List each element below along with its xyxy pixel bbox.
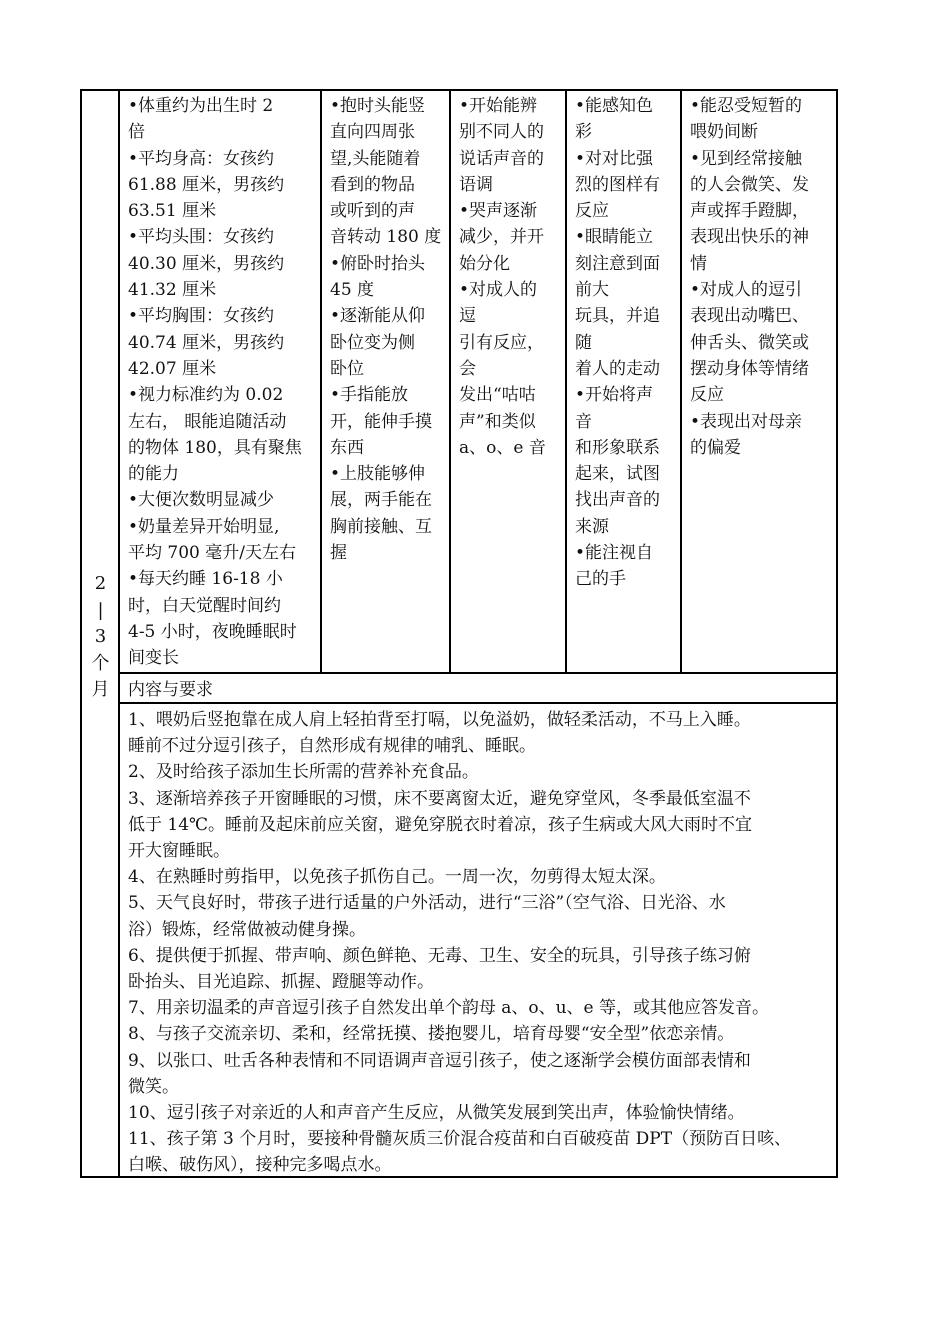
language-development-cell — [459, 93, 563, 461]
cell-line: 的偏爱 — [690, 437, 741, 458]
column-divider — [449, 91, 451, 673]
cell-line: 起来，试图 — [575, 464, 660, 485]
requirement-line: 低于 14℃。睡前及起床前应关窗，避免穿脱衣时着凉，孩子生病或大风大雨时不宜 — [128, 814, 753, 835]
age-label-char: 2 — [94, 573, 107, 594]
cell-line: 的人会微笑、发 — [690, 174, 809, 195]
age-label-char: | — [97, 599, 104, 621]
cell-line: •平均身高：女孩约 — [128, 148, 275, 169]
cell-line: 发出“咕咕 — [459, 385, 536, 406]
requirement-line: 2、及时给孩子添加生长所需的营养补充食品。 — [128, 762, 479, 783]
cell-line: 或听到的声 — [330, 201, 415, 222]
cell-line: •抱时头能竖 — [330, 96, 426, 116]
cell-line: 卧位 — [330, 358, 364, 379]
requirement-line: 1、喂奶后竖抱靠在成人肩上轻拍背至打嗝，以免溢奶，做轻柔活动，不马上入睡。 — [128, 710, 751, 730]
cell-line: 说话声音的 — [459, 148, 544, 169]
requirement-line: 5、天气良好时，带孩子进行适量的户外活动，进行“三浴”（空气浴、日光浴、水 — [128, 893, 726, 914]
requirement-line: 9、以张口、吐舌各种表情和不同语调声音逗引孩子，使之逐渐学会模仿面部表情和 — [128, 1050, 751, 1071]
cell-line: 4-5 小时，夜晚睡眠时 — [128, 621, 297, 642]
requirement-line: 微笑。 — [128, 1076, 179, 1097]
cell-line: 63.51 厘米 — [128, 201, 217, 222]
cell-line: 间变长 — [128, 648, 179, 669]
cell-line: 开，能伸手摸 — [330, 411, 432, 432]
cell-line: 引有反应， — [459, 332, 544, 353]
cell-line: •哭声逐渐 — [459, 201, 538, 222]
cell-line: 展，两手能在 — [330, 490, 432, 511]
requirement-line: 浴）锻炼，经常做被动健身操。 — [128, 919, 366, 940]
row-divider — [118, 702, 838, 704]
cell-line: 情 — [690, 253, 707, 274]
cell-line: 摆动身体等情绪 — [690, 358, 809, 379]
cell-line: •逐渐能从仰 — [330, 306, 426, 327]
cell-line: •平均头围：女孩约 — [128, 227, 275, 248]
age-label — [82, 571, 119, 704]
cell-line: •开始将声 — [575, 385, 654, 406]
age-label-char: 月 — [91, 679, 110, 700]
cell-line: 反应 — [690, 385, 724, 406]
age-label-char: 3 — [94, 626, 107, 647]
cell-line: 时，白天觉醒时间约 — [128, 595, 281, 616]
cell-line: 左右， 眼能追随活动 — [128, 411, 287, 432]
cell-line: 逗 — [459, 306, 476, 327]
requirement-line: 7、用亲切温柔的声音逗引孩子自然发出单个韵母 a、o、u、e 等，或其他应答发音。 — [128, 998, 770, 1019]
requirement-line: 睡前不过分逗引孩子，自然形成有规律的哺乳、睡眠。 — [128, 736, 536, 757]
cell-line: 40.30 厘米，男孩约 — [128, 253, 285, 274]
cell-line: •眼睛能立 — [575, 227, 654, 248]
column-divider — [680, 91, 682, 673]
cell-line: •能感知色 — [575, 96, 654, 116]
section-header: 内容与要求 — [128, 680, 213, 700]
requirement-line: 3、逐渐培养孩子开窗睡眠的习惯，床不要离窗太近，避免穿堂风，冬季最低室温不 — [128, 788, 751, 809]
cell-line: 握 — [330, 543, 347, 564]
cell-line: 音 — [575, 411, 592, 432]
cell-line: •俯卧时抬头 — [330, 253, 426, 274]
cell-line: 始分化 — [459, 253, 510, 274]
cell-line: 减少，并开 — [459, 227, 544, 248]
cell-line: •见到经常接触 — [690, 148, 803, 169]
cell-line: 随 — [575, 332, 592, 353]
cell-line: 玩具，并追 — [575, 306, 660, 327]
requirement-line: 4、在熟睡时剪指甲，以免孩子抓伤自己。一周一次，勿剪得太短太深。 — [128, 867, 666, 888]
cell-line: 表现出动嘴巴、 — [690, 306, 809, 327]
cell-line: 声”和类似 — [459, 411, 536, 432]
requirement-line: 卧抬头、目光追踪、抓握、蹬腿等动作。 — [128, 972, 434, 993]
age-label-char: 个 — [91, 652, 110, 674]
cell-line: •每天约睡 16-18 小 — [128, 569, 283, 590]
cell-line: •表现出对母亲 — [690, 411, 803, 432]
cell-line: •体重约为出生时 2 — [128, 96, 274, 116]
requirement-line: 6、提供便于抓握、带声响、颜色鲜艳、无毒、卫生、安全的玩具，引导孩子练习俯 — [128, 945, 751, 966]
cell-line: 胸前接触、互 — [330, 516, 432, 537]
requirement-line: 10、逗引孩子对亲近的人和声音产生反应，从微笑发展到笑出声，体验愉快情绪。 — [128, 1103, 745, 1124]
cell-line: •平均胸围：女孩约 — [128, 306, 275, 327]
cell-line: •大便次数明显减少 — [128, 490, 275, 511]
row-divider — [118, 672, 838, 674]
cell-line: 的能力 — [128, 464, 179, 485]
cell-line: 己的手 — [575, 569, 626, 590]
requirement-line: 白喉、破伤风），接种完多喝点水。 — [128, 1155, 392, 1176]
cell-line: 反应 — [575, 201, 609, 222]
cell-line: 音转动 180 度 — [330, 227, 442, 248]
cell-line: 会 — [459, 358, 476, 379]
cell-line: 语调 — [459, 174, 493, 195]
cell-line: 东西 — [330, 437, 364, 458]
cell-line: 的物体 180，具有聚焦 — [128, 437, 302, 458]
cell-line: 61.88 厘米，男孩约 — [128, 174, 285, 195]
cell-line: 前大 — [575, 280, 609, 301]
cell-line: •手指能放 — [330, 385, 409, 406]
development-table — [80, 89, 838, 1178]
cell-line: 烈的图样有 — [575, 174, 660, 195]
cell-line: 看到的物品 — [330, 174, 415, 195]
cell-line: 别不同人的 — [459, 122, 544, 143]
cell-line: •对对比强 — [575, 148, 654, 169]
cell-line: 41.32 厘米 — [128, 280, 217, 301]
cell-line: 45 度 — [330, 280, 375, 301]
cell-line: 伸舌头、微笑或 — [690, 332, 809, 353]
requirements-list — [128, 707, 836, 1179]
column-divider — [320, 91, 322, 673]
requirement-line: 11、孩子第 3 个月时，要接种骨髓灰质三价混合疫苗和白百破疫苗 DPT（预防百日咳、 — [128, 1129, 792, 1150]
cell-line: 望,头能随着 — [330, 148, 421, 169]
cell-line: a、o、e 音 — [459, 437, 546, 458]
cell-line: 表现出快乐的神 — [690, 227, 809, 248]
cell-line: •奶量差异开始明显, — [128, 516, 280, 537]
cell-line: •对成人的 — [459, 280, 538, 301]
cell-line: •视力标准约为 0.02 — [128, 385, 284, 406]
cell-line: 42.07 厘米 — [128, 358, 217, 379]
column-divider — [565, 91, 567, 673]
requirement-line: 8、与孩子交流亲切、柔和，经常抚摸、搂抱婴儿，培育母婴“安全型”依恋亲情。 — [128, 1024, 735, 1045]
cell-line: 和形象联系 — [575, 437, 660, 458]
cell-line: 声或挥手蹬脚， — [690, 201, 809, 222]
cell-line: 来源 — [575, 516, 609, 537]
cell-line: 平均 700 毫升/天左右 — [128, 543, 296, 564]
cell-line: •对成人的逗引 — [690, 280, 803, 301]
cell-line: 卧位变为侧 — [330, 332, 415, 353]
cell-line: 着人的走动 — [575, 358, 660, 379]
cell-line: 40.74 厘米，男孩约 — [128, 332, 285, 353]
cell-line: 直向四周张 — [330, 122, 415, 143]
social-emotional-cell — [690, 93, 836, 461]
motor-development-cell — [330, 93, 448, 566]
cell-line: •上肢能够伸 — [330, 464, 426, 485]
physical-development-cell — [128, 93, 318, 672]
cell-line: 喂奶间断 — [690, 122, 758, 143]
requirement-line: 开大窗睡眠。 — [128, 841, 230, 862]
cell-line: 彩 — [575, 122, 592, 143]
cell-line: •开始能辨 — [459, 96, 538, 116]
cognitive-development-cell — [575, 93, 679, 593]
cell-line: 刻注意到面 — [575, 253, 660, 274]
cell-line: 倍 — [128, 122, 145, 143]
cell-line: •能忍受短暂的 — [690, 96, 803, 116]
cell-line: •能注视自 — [575, 543, 654, 564]
cell-line: 找出声音的 — [575, 490, 660, 511]
